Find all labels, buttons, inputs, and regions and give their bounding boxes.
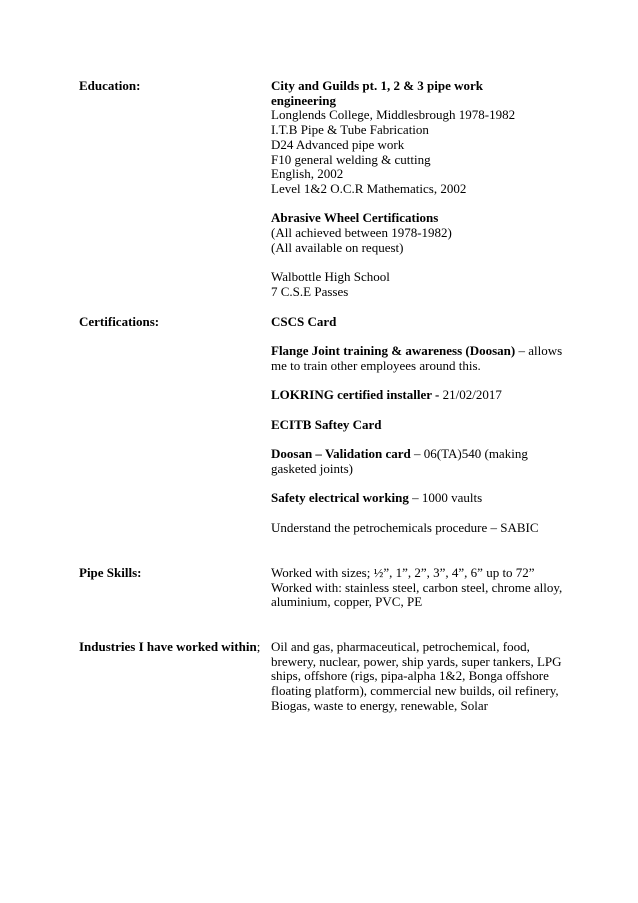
education-content (271, 79, 571, 300)
industries-content (271, 640, 571, 714)
flange-cert (271, 344, 571, 359)
school-passes: 7 C.S.E Passes (271, 283, 349, 299)
pipe-materials: Worked with: stainless steel, carbon steel, chrome alloy, (271, 579, 563, 595)
abrasive-title: Abrasive Wheel Certifications (271, 210, 439, 226)
education-item: F10 general welding & cutting (271, 151, 431, 167)
industries-line: ships, offshore (rigs, pipa-alpha 1&2, Bonga offshore (271, 668, 549, 684)
education-item: Longlends College, Middlesbrough 1978-1982 (271, 107, 516, 123)
doosan-card-desc: – 06(TA)540 (making (410, 446, 528, 462)
education-label: Education: (79, 78, 141, 93)
lokring-cert (271, 388, 571, 403)
safety-electrical (271, 491, 571, 506)
lokring-cert-title: LOKRING certified installer - (271, 387, 443, 403)
safety-electrical-title: Safety electrical working (271, 490, 409, 506)
pipe-materials-cont: aluminium, copper, PVC, PE (271, 594, 423, 610)
pipe-skills-content (271, 566, 571, 610)
lokring-cert-date: 21/02/2017 (442, 387, 502, 403)
industries-line: Oil and gas, pharmaceutical, petrochemical, food, (271, 639, 530, 654)
industries-line: brewery, nuclear, power, ship yards, super tankers, LPG (271, 653, 562, 669)
education-item: English, 2002 (271, 166, 344, 182)
ecitb-card: ECITB Saftey Card (271, 416, 382, 432)
doosan-card-desc-cont: gasketed joints) (271, 460, 353, 476)
flange-cert-title: Flange Joint training & awareness (Doosan) (271, 343, 516, 359)
education-item: D24 Advanced pipe work (271, 136, 405, 152)
industries-label-tail: ; (256, 639, 261, 654)
industries-label-text: Industries I have worked within (79, 639, 257, 654)
certifications-label: Certifications: (79, 314, 160, 329)
pipe-sizes: Worked with sizes; ½”, 1”, 2”, 3”, 4”, 6” up to 72” (271, 565, 535, 580)
doosan-card-title: Doosan – Validation card (271, 446, 411, 462)
industries-line: Biogas, waste to energy, renewable, Solar (271, 697, 488, 713)
abrasive-note: (All available on request) (271, 239, 404, 255)
school-name: Walbottle High School (271, 269, 390, 285)
education-item: Level 1&2 O.C.R Mathematics, 2002 (271, 180, 467, 196)
education-title: City and Guilds pt. 1, 2 & 3 pipe work (271, 78, 484, 93)
industries-label (79, 640, 269, 655)
abrasive-note: (All achieved between 1978-1982) (271, 225, 452, 241)
pipe-skills-label: Pipe Skills: (79, 565, 142, 580)
certifications-content (271, 315, 571, 535)
petrochemicals-procedure: Understand the petrochemicals procedure – SABIC (271, 519, 539, 535)
doosan-card (271, 447, 571, 462)
cscs-card: CSCS Card (271, 314, 337, 329)
safety-electrical-desc: – 1000 vaults (408, 490, 483, 506)
flange-cert-desc: – allows (515, 343, 563, 359)
education-item: I.T.B Pipe & Tube Fabrication (271, 122, 429, 138)
industries-line: floating platform), commercial new builds, oil refinery, (271, 683, 559, 699)
education-title-cont: engineering (271, 92, 336, 108)
flange-cert-desc-cont: me to train other employees around this. (271, 358, 481, 374)
